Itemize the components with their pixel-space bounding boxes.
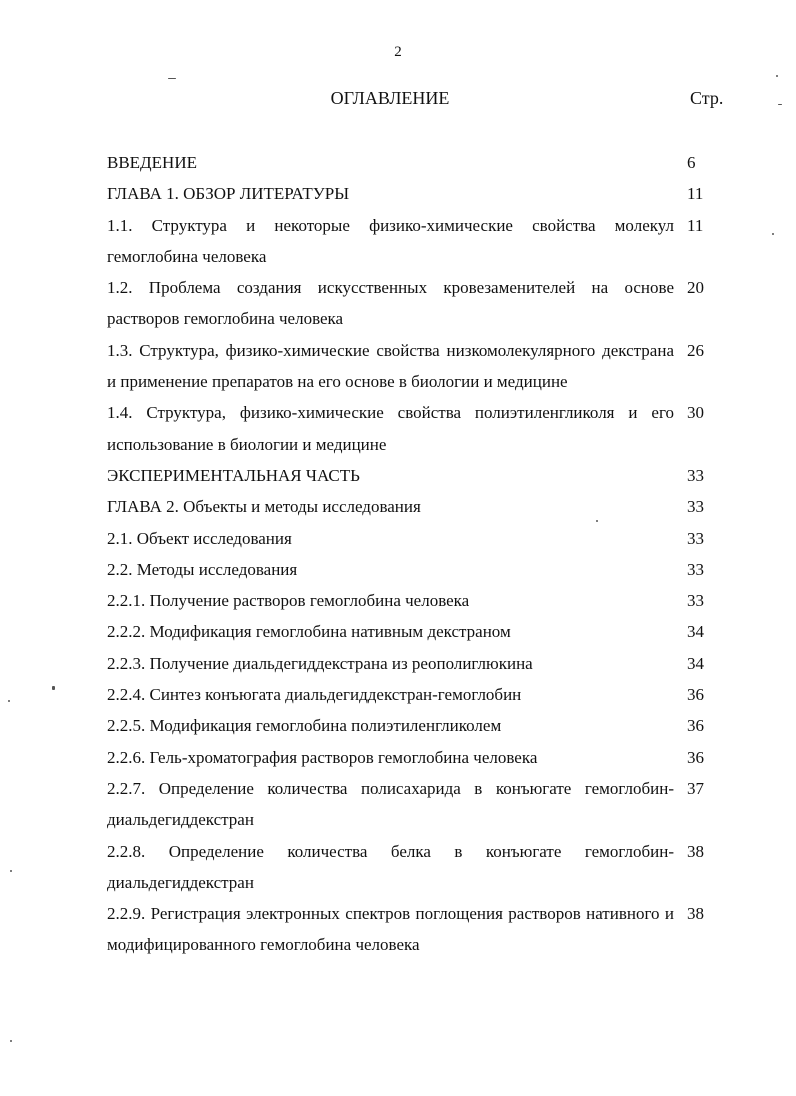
toc-entry-title: 2.2.9. Регистрация электронных спектров поглощения растворов нативного и модифицированного гемоглобина человека <box>107 904 674 955</box>
toc-entry <box>107 272 727 335</box>
toc-entry <box>107 648 727 679</box>
toc-entry <box>107 335 727 398</box>
toc-entry-title: 2.2.7. Определение количества полисахарида в конъюгате гемоглобин-диальдегиддекстран <box>107 778 674 830</box>
toc-entry <box>107 616 727 647</box>
scan-speck <box>168 78 176 79</box>
toc-entry-title: ГЛАВА 1. ОБЗОР ЛИТЕРАТУРЫ <box>107 184 350 204</box>
toc-entry <box>107 210 727 273</box>
toc-entry-page: 36 <box>687 685 704 705</box>
toc-entry <box>107 491 727 522</box>
toc-entry <box>107 773 727 836</box>
scan-speck <box>8 700 10 702</box>
toc-entry-page: 30 <box>687 403 704 423</box>
toc-entry <box>107 710 727 741</box>
toc-entry-title: 2.2.5. Модификация гемоглобина полиэтиленгликолем <box>107 716 502 736</box>
toc-entry <box>107 742 727 773</box>
toc-entry-page: 33 <box>687 497 704 517</box>
toc-entry-page: 33 <box>687 528 704 548</box>
toc-entry-title: 2.2.8. Определение количества белка в конъюгате гемоглобин-диальдегиддекстран <box>107 841 674 892</box>
toc-entry-page: 33 <box>687 559 704 579</box>
toc-entry <box>107 679 727 710</box>
toc-entry <box>107 554 727 585</box>
toc-entry-title: ЭКСПЕРИМЕНТАЛЬНАЯ ЧАСТЬ <box>107 465 360 485</box>
toc-entry-title: 1.1. Структура и некоторые физико-химические свойства молекул гемоглобина человека <box>107 215 674 266</box>
toc-entry-title: 1.2. Проблема создания искусственных кровезаменителей на основе растворов гемоглобина человека <box>107 278 674 329</box>
toc-entry <box>107 523 727 554</box>
scan-speck <box>778 104 782 105</box>
toc-entry <box>107 397 727 460</box>
toc-entry-title: 1.4. Структура, физико-химические свойства полиэтиленгликоля и его использование в биологии и медицине <box>107 403 674 454</box>
scan-speck <box>10 870 12 872</box>
toc-entry-page: 37 <box>687 778 704 798</box>
scan-speck <box>772 233 774 235</box>
toc-entry-page: 26 <box>687 340 704 360</box>
toc-entry-title: 2.2.1. Получение растворов гемоглобина человека <box>107 591 470 611</box>
scan-speck <box>596 520 598 522</box>
toc-entry <box>107 836 727 899</box>
toc-entry-page: 6 <box>687 153 696 172</box>
toc-entry-title: 2.2.2. Модификация гемоглобина нативным декстраном <box>107 622 511 642</box>
toc-entry-page: 36 <box>687 747 704 767</box>
table-of-contents <box>107 147 727 961</box>
toc-entry-page: 34 <box>687 653 704 673</box>
toc-entry-title: 2.1. Объект исследования <box>107 528 292 548</box>
scan-speck <box>10 1040 12 1042</box>
toc-entry-page: 11 <box>687 215 704 235</box>
scan-speck <box>776 75 778 77</box>
toc-title: ОГЛАВЛЕНИЕ <box>330 88 450 108</box>
toc-entry-title: 2.2.3. Получение диальдегиддекстрана из реополиглюкина <box>107 653 533 673</box>
toc-entry-page: 20 <box>687 278 704 298</box>
toc-entry-title: 2.2.4. Синтез конъюгата диальдегиддекстран-гемоглобин <box>107 685 522 705</box>
toc-entry <box>107 178 727 209</box>
toc-entry-page: 38 <box>687 904 704 924</box>
toc-entry-page: 34 <box>687 622 704 642</box>
toc-entry-title: 1.3. Структура, физико-химические свойства низкомолекулярного декстрана и применение препаратов на его основе в биологии и медицине <box>107 340 674 392</box>
toc-entry-page: 33 <box>687 465 704 485</box>
toc-entry-page: 11 <box>687 184 704 204</box>
toc-entry-page: 38 <box>687 841 704 861</box>
page-number: 2 <box>394 44 402 60</box>
toc-entry <box>107 460 727 491</box>
toc-entry <box>107 585 727 616</box>
toc-entry-page: 33 <box>687 591 704 611</box>
toc-entry-title: 2.2.6. Гель-хроматография растворов гемоглобина человека <box>107 747 538 767</box>
toc-entry <box>107 147 727 178</box>
toc-entry-title: ГЛАВА 2. Объекты и методы исследования <box>107 497 421 517</box>
scan-speck <box>52 686 55 690</box>
toc-entry-page: 36 <box>687 716 704 736</box>
toc-entry-title: 2.2. Методы исследования <box>107 559 298 579</box>
toc-entry-title: ВВЕДЕНИЕ <box>107 153 197 172</box>
page-column-header: Стр. <box>690 88 724 108</box>
toc-entry <box>107 898 727 961</box>
